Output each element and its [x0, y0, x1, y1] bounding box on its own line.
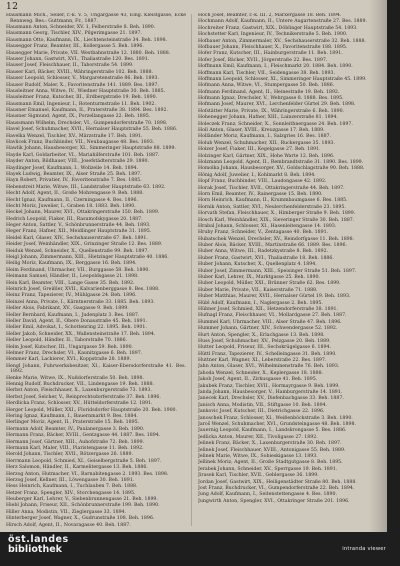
directory-entry: Havlicek Franz, Buchbinder, VII., Neubaugasse 48. Bes. 1893.: [6, 140, 155, 146]
directory-entry: Hein Karl, Beamter, VIII., Lange Gasse 35. Beh. 1892.: [6, 280, 135, 286]
directory-entry: Hausmann Otto, Kaufmann, IX., Liechtensteinstraße 34. Beh. 1898.: [6, 37, 168, 43]
directory-entry: Hochreiter Franz, Gastwirt, XIX., Döblinger Hauptstraße 54. 1893.: [198, 25, 358, 31]
directory-entry: Horn Heinrich, Kaufmann, II., Krummbaumgasse 6. Bes. 1885.: [198, 198, 348, 204]
directory-entry: Hönig Adolf, Juwelier, I., Kohlmarkt 8. Beh. 1894.: [198, 172, 316, 178]
directory-entry: Hrabal Johann, Schlosser, XI., Hasenleitengasse 14. 1893.: [198, 223, 337, 229]
directory-entry: Jakubek Franz, Tischler, XVII., Hormayrgasse 9. Beh. 1899.: [198, 383, 340, 389]
directory-entry: Hochstetter Karl, Ingenieur, IV., Technikerstraße 5. Beh. 1900.: [198, 32, 348, 38]
logo-line-1: öst.landes: [8, 534, 69, 545]
directory-entry: Holl Anton, Glaser, XVIII., Kreuzgasse 17. Beh. 1889.: [198, 128, 325, 134]
directory-entry: Herbst Josef, Selcher, V., Reinprechtsdorferstraße 37. Beh. 1896.: [6, 394, 161, 400]
directory-entry: Heuberger Karl, Lehrer, V., Siebenbrunnengasse 21. Beh. 1899.: [6, 497, 158, 503]
directory-entry: Hauser Rudolf, Maler, X., Favoritenstraße 141. 1889. Bes. 1897.: [6, 82, 159, 88]
directory-entry: Helmer Franz, Drechsler, VI., Kaunitzgasse 6. Beh. 1897.: [6, 350, 143, 356]
directory-entry: Heckel Johann, Maurer, XVI., Ottakringerstraße 150. Beh. 1899.: [6, 210, 160, 216]
directory-entry: Janda Johann, Hausbesorger, V., Hamburgerstraße 14. 1891.: [198, 390, 343, 396]
directory-entry: Hiller Anna, Modistin, VII., Zieglergasse 33. 1894.: [6, 509, 127, 515]
directory-entry: Hofbauer Anton, Zimmermaler, XV., Sechshauserstraße 32. Beh. 1888.: [198, 38, 366, 44]
directory-entry: Hofmann Anna, Witwe, VI., Stumpergasse 50. Beh. 1886.: [198, 83, 335, 89]
directory-entry: Hoffmann Karl, Tischler, VII., Seidengasse 38. Beh. 1893.: [198, 70, 335, 76]
directory-entry: Hofbauer Johann, Fleischhauer, X., Favoritenstraße 188. 1895.: [198, 44, 348, 50]
directory-entry: Hayek Ludwig, Beamter, IX., Alser Straße 25. Beh. 1897.: [6, 171, 142, 177]
directory-entry: Havel Josef, Schuhmacher, XVII., Hernalser Hauptstraße 55. Beh. 1886.: [6, 127, 178, 133]
directory-entry: Jedlicka Anton, Maurer, XII., Tivoligasse 27. 1892.: [198, 434, 318, 440]
directory-entry: Hetzer Franz, Spengler, XIV., Storchengasse 14. 1895.: [6, 490, 136, 496]
directory-entry: Hofmann Ferdinand, Agent, II., Heinestraße 19. Beh. 1892.: [198, 89, 340, 95]
directory-entry: Hayde Karl, Goldarbeiter, VI., Mariahilferstraße 101. Beh. 1887.: [6, 152, 160, 158]
directory-entry: Heger Anton, Sattler, V., Schönbrunnerstraße 44. Beh. 1893.: [6, 223, 151, 229]
directory-entry: Janecek Karl, Drechsler, XV., Diefenbachgasse 33. Beh. 1887.: [198, 396, 344, 402]
directory-entry: Holzmann Leopold, Agent, II., Rembrandtstraße 31. 1890. Bes. 1899.: [198, 159, 364, 165]
directory-entry: Heinzel Anna, Private, I., Kärntnerstraße 33. 1885. Beh. 1893.: [6, 299, 155, 305]
directory-entry: Hausner Emanuel, Kaufmann, II., Praterstraße 38. 1884. Bes. 1892.: [6, 108, 168, 114]
directory-entry: Hausleitner Franz, Kutscher, III., Erdbergstraße 19. Beh. 1890.: [6, 95, 158, 101]
directory-entry: Hüttl Franz, Tapezierer, IV., Schelleingasse 31. Beh. 1890.: [198, 351, 337, 357]
page-number: 12: [6, 2, 19, 12]
directory-entry: Hermann Franz, Bäcker, XVIII., Gentzgasse 44. 1887. Bes. 1894.: [6, 433, 161, 439]
directory-entry: Holzer Josef, Fiaker, III., Kegelgasse 27. Beh. 1891.: [198, 147, 321, 153]
directory-entry: Hecht Moriz, Juwelier, I., Graben 18. 1883. Beh. 1890.: [6, 203, 136, 209]
directory-entry: Huber Marie, Private, VII., Kaiserstraße 71. 1888.: [198, 287, 318, 293]
directory-entry: Huttner Karl, Wagner, XI., Leberstraße 22. Bes. 1897.: [198, 358, 327, 364]
directory-entry: Hauser Karl, Bäcker, XVIII., Währingerstraße 102. Beh. 1888.: [6, 69, 154, 75]
directory-entry: Hutter Leopold, Friseur, III., Sechskrügelgasse 6. 1894.: [198, 345, 331, 351]
directory-entry: Jahn Anton, Glaser, XVI., Wilhelminenstraße 76. Beh. 1893.: [198, 364, 340, 370]
directory-entry: Jung Adolf, Kaufmann, I., Seitenstettengasse 4. Bes. 1890.: [198, 492, 337, 498]
directory-entry: Hoffmann Leopold, Schlosser, XI., Simmeringer Hauptstraße 45. 1899.: [198, 76, 367, 82]
directory-entry: Hecht Ignaz, Kaufmann, II., Czerningasse 4. Bes. 1896.: [6, 197, 138, 203]
directory-entry: Jirasek Karl, Tischler, XVII., Geblergasse 36. 1899.: [198, 473, 319, 479]
right-column: [198, 13, 378, 527]
directory-entry: Hopf Franz, Buchbinder, VIII., Laudongasse 42. 1892.: [198, 179, 327, 185]
directory-entry: Hiebl Johann, Friseur, XII., Schönbrunnerstraße 199. Beh. 1890.: [6, 503, 160, 509]
directory-entry: Heigl Johann, Zimmermann, XIII., Hietzinger Hauptstraße 40. 1886.: [6, 255, 169, 261]
viewer-credit[interactable]: intranda viewer: [342, 546, 386, 552]
directory-entry: Holzinger Karl, Gärtner, XIX., Hohe Warte 12. Beh. 1896.: [198, 153, 335, 159]
directory-entry: Hawlik Johann, Hausbesorger, XI., Simmeringer Hauptstraße 88. 1899.: [6, 146, 176, 152]
directory-entry: Jellinek Moriz, Agent, II., Große Stadtgutgasse 8. Beh. 1895.: [198, 460, 343, 466]
directory-entry: Hoch Josef, Beamter, r.-k. III. 2, Marxergasse 18. Beh. 1894.: [198, 13, 342, 18]
directory-entry: Hermann Karl, Maler, VIII., Piaristengasse 11. Beh. 1892.: [6, 445, 144, 451]
directory-entry: Janisch Anna, Modistin, VII., Stiftgasse 10. Beh. 1894.: [198, 402, 328, 408]
left-column: [6, 13, 186, 527]
directory-entry: Hummel Karl, Uhrmacher, VIII., Alser Straße 47. Beh. 1896.: [198, 319, 342, 325]
library-logo[interactable]: [8, 535, 69, 554]
directory-entry: Hengl Johann, Fuhrwerksbesitzer, XI., Kaiser-Ebersdorferstraße 41. Bes. 1892.: [6, 363, 186, 375]
directory-entry: Hubatschek Wenzel, Drechsler, XV., Reindorfgasse 11. Beh. 1898.: [198, 236, 355, 242]
directory-entry: Hermann Josef, Gärtner, XIII., Auhofstraße 72. Beh. 1899.: [6, 439, 145, 445]
directory-entry: Hausleitner Anna, Witwe, IV., Wiedner Hauptstraße 30. Beh. 1885.: [6, 88, 166, 94]
directory-entry: Huber Franz, Gastwirt, XVI., Thaliastraße 18. Beh. 1886.: [198, 255, 334, 261]
directory-entry: Heinrich Josef, Greißler, XVII., Kalvarienberggasse 8. Bes. 1888.: [6, 287, 160, 292]
directory-entry: Hinterberger Josef, Wagner, X., Gudrunstraße 108. Beh. 1896.: [6, 516, 155, 522]
directory-entry: Holeczek Franz, Schneider, X., Sonnleithnergasse 24. Beh. 1897.: [198, 121, 353, 127]
directory-entry: Hoffmann Emil, Kaufmann, I., Fleischmarkt 20. 1884. Beh. 1890.: [198, 64, 353, 70]
directory-entry: Heilig Moriz, Kaufmann, IX., Berggasse 16. Beh. 1894.: [6, 261, 137, 267]
directory-entry: Herold Johann, Tischler, XVII., Rötzergasse 26. 1889.: [6, 452, 133, 458]
directory-entry: Herz Salomon, Händler, II., Karmelitergasse 13. Beh. 1886.: [6, 465, 148, 471]
directory-entry: Herzog Josef, Kellner, III., Löwengasse 30. Beh. 1891.: [6, 477, 135, 483]
directory-entry: Jankovic Josef, Kutscher, III., Dietrichgasse 22. 1896.: [198, 409, 325, 415]
directory-entry: Heiduk Wenzel, Schneider, X., Quellenstraße 99. Beh. 1897.: [6, 248, 149, 254]
directory-entry: Heger Franz, Hafner, XII., Meidlinger Hauptstraße 31. 1895.: [6, 229, 152, 235]
directory-entry: Hering Ignaz, Kaufmann, I., Bauernmarkt 9. Bes. 1884.: [6, 414, 138, 420]
directory-entry: Hemmer Karl, Lackierer, XVI., Koppstraße 28. 1889.: [6, 357, 131, 363]
directory-entry: Hausner Sigmund, Agent, IX., Porzellangasse 22. Beh. 1895.: [6, 114, 151, 120]
directory-entry: Heller Emil, Advokat, I., Schottenring 22. 1895. Beh. 1901.: [6, 325, 147, 331]
directory-entry: Hosch Karl, Weinhändler, XIX., Sieveringer Straße 30. Beh. 1887.: [198, 217, 355, 223]
directory-entry: Huber Josef, Zimmermann, XIII., Speisinger Straße 51. Beh. 1897.: [198, 268, 357, 274]
directory-entry: Jakob Josef, Agent, II., Zirkusgasse 41. Beh. 1895.: [198, 377, 318, 383]
directory-entry: Homolka Johann, Hausbesorger, XV., Goldschlagstraße 90. Beh. 1888.: [198, 166, 365, 172]
directory-entry: Helm Josef, Kutscher, III., Ungargasse 59. Beh. 1890.: [6, 344, 134, 350]
directory-entry: Herrmann Leopold, Schmied, XI., Geiselbergstraße 5. Beh. 1897.: [6, 458, 162, 464]
directory-entry: Hauser Johann, Gastwirt, XVI., Thaliastraße 120. Bes. 1891.: [6, 56, 150, 62]
column-divider: [191, 14, 192, 526]
directory-entry: Huber Leopold, Müller, XXI., Brünner Straße 62. Bes. 1899.: [198, 281, 341, 287]
logo-line-2: bibliothek: [8, 543, 62, 555]
directory-entry: Jerabek Johann, Schneider, XV., Sperrgasse 19. Beh. 1891.: [198, 466, 338, 472]
directory-entry: Huss Josef, Schuhmacher, XV., Pelzgasse 20. Beh. 1889.: [198, 338, 331, 344]
directory-entry: Hauser Leopold, Schlosser, V., Margaretenstraße 86. Beh. 1893.: [6, 76, 159, 82]
directory-entry: Jahoda Wenzel, Schneider, X., Keplergasse 18. 1888.: [198, 370, 324, 376]
directory-entry: Heller David, Agent, II., Obere Donaustraße 45. Beh. 1891.: [6, 318, 148, 324]
directory-entry: Hufnagl Franz, Fleischhauer, VI., Mollardgasse 27. Beh. 1887.: [198, 313, 347, 319]
directory-entry: Hebenstreit Marie, Witwe, III., Landstraßer Hauptstraße 63. 1892.: [6, 184, 166, 190]
directory-entry: Hausegger Franz, Beamter, III., Kollergasse 5. Beh. 1896.: [6, 44, 144, 50]
directory-entry: Horak Josef, Tischler, XVII., Ottakringerstraße 44. Beh. 1897.: [198, 185, 345, 191]
directory-entry: Hauser Josef, Fleischhauer, II., Taborstraße 54. 1899.: [6, 63, 134, 69]
directory-entry: Hausmann Mich., Seiler, r.-k. V. 5, Ungargasse 43, Eing. Kleistgasse, Ecke Rennweg. Bes.: Guttmann, Fr., 1887.: [6, 13, 186, 24]
directory-entry: Hruby Franz, Schneider, V., Zentagasse 40. Beh. 1891.: [198, 230, 329, 236]
directory-entry: Herlinger Moriz, Agent, II., Praterstraße 15. Beh. 1895.: [6, 420, 140, 426]
directory-entry: Jauernig Leopold, Kaufmann, I., Landskrongasse 5. Bes. 1886.: [198, 428, 347, 434]
directory-entry: Herdlicka Franz, Schlosser, XV., Hütteldorferstraße 12. 1891.: [6, 401, 153, 407]
directory-entry: Hurt Anton, Spengler, X., Erlachgasse 13. Beh. 1898.: [198, 332, 325, 338]
directory-entry: Horvath Stefan, Fleischhauer, X., Himberger Straße 9. Beh. 1899.: [198, 211, 356, 217]
directory-entry: Hennig Rudolf, Buchdrucker, VII., Lindengasse 19. Beh. 1888.: [6, 382, 155, 388]
directory-entry: Hofmann Josef, Maurer, XVI., Lerchenfelder Gürtel 29. Beh. 1898.: [198, 102, 356, 108]
directory-entry: Huber Matthias, Maurer, XVII., Hernalser Gürtel 19. Beh. 1893.: [198, 294, 351, 300]
directory-entry: Heller Jakob, Schneider, XX., Wallensteinstraße 17. Beh. 1894.: [6, 331, 156, 337]
directory-entry: Hofer Franz, Kutscher, III., Hainburgerstraße 11. Beh. 1891.: [198, 51, 343, 57]
directory-entry: Hausmann Georg, Tischler, XIV., Pilgerimgasse 21. 1897.: [6, 31, 142, 37]
directory-entry: Hausmann Anton, Schneider, XV. 1, Felberstraße 8. Beh. 1890.: [6, 24, 156, 30]
directory-entry: Hofmann Ignaz, Drechsler, V., Wehrgasse 8. 1888. Bes. 1895.: [198, 96, 344, 102]
directory-entry: Heller Bernhard, Kaufmann, I., Judenplatz 3. Bes. 1887.: [6, 312, 140, 318]
directory-entry: Heller Leopold, Händler, II., Taborstraße 70. 1886.: [6, 338, 128, 344]
directory-entry: Hirsch Adolf, Agent, II., Novaragasse 40. Beh. 1887.: [6, 522, 131, 527]
directory-entry: Holub Wenzel, Schuhmacher, XII., Ruckergasse 35. 1893.: [198, 140, 335, 146]
directory-entry: Jelinek Josef, Fleischhauer, XVIII., Antonigasse 55. Beh. 1889.: [198, 447, 346, 453]
directory-entry: Horn Emil, Beamter, IV., Rainergasse 15. Beh. 1890.: [198, 191, 323, 197]
directory-entry: Herzog Anton, Hutmacher, VI., Barnabitengasse 2. 1893. Bes. 1898.: [6, 471, 169, 477]
directory-entry: Heller Alois, Fabrikant, XV., Gasgasse 9. Beh. 1899.: [6, 306, 129, 312]
directory-entry: Hayn Robert, Privatier, IV., Favoritenstraße 7. Bes. 1885.: [6, 178, 142, 184]
directory-entry: Heim Ferdinand, Uhrmacher, VII., Burggasse 58. Beh. 1890.: [6, 267, 150, 273]
directory-entry: Haydinger Josef, Kaufmann, I., Wollzeile 14. Beh. 1894.: [6, 165, 139, 171]
directory-entry: Jelinek Franz, Bäcker, X., Laxenburgerstraße 30. Beh. 1897.: [198, 441, 342, 447]
directory-entry: Herger Leopold, Müller, XXI., Floridsdorfer Hauptstraße 20. Beh. 1900.: [6, 407, 178, 413]
directory-entry: Holländer Moriz, Kaufmann, I., Salzgries 16. Bes. 1887.: [198, 134, 332, 140]
directory-entry: Hofer Josef, Bäcker, XVII., Jörgerstraße 22. Bes. 1897.: [198, 57, 328, 63]
directory-entry: Herbst Anton, Fleischhauer, X., Laxenburgerstraße 73. 1893.: [6, 388, 152, 394]
directory-entry: Hübl Adolf, Kaufmann, I., Naglergasse 2. Beh. 1895.: [198, 300, 323, 306]
directory-entry: Jungwirth Anton, Spengler, XVI., Ottakringer Straße 201. 1896.: [198, 498, 350, 504]
directory-entry: Janoschek Franz, Schlosser, XI., Weißenböckstraße 3. Beh. 1890.: [198, 415, 353, 421]
directory-entry: Jelinek Marie, Witwe, IX., Sobieskigasse 13. 1893.: [198, 453, 318, 459]
directory-entry: Hausegger Marie, Private, VII. Westbahnstraße 12. 1880. Beh. 1888.: [6, 50, 171, 56]
directory-entry: Jost Franz, Buchdrucker, VI., Gumpendorferstraße 22. Beh. 1894.: [198, 485, 355, 491]
directory-entry: Huber Johann, Kutscher, X., Quellenplatz 4. 1894.: [198, 262, 317, 268]
directory-entry: Hess Heinrich, Kaufmann, I., Tuchlauben 7. Beh. 1888.: [6, 484, 138, 490]
directory-entry: Hohenegger Johann, Hafner, XIII., Lainzerstraße 81. 1894.: [198, 115, 339, 121]
directory-entry: Huber Anna, Witwe, III., Radetzkystraße 8. Beh. 1892.: [198, 249, 329, 255]
directory-entry: Heidel Karl, Glaser, XIV., Sechshauserstraße 67. Beh. 1891.: [6, 235, 148, 241]
directory-entry: Heider Josef, Weinhändler, XIX., Grinzinger Straße 12. Bes. 1889.: [6, 242, 163, 248]
directory-entry: Hecht Adolf, Agent, II., Große Mohrengasse 9. Beh. 1888.: [6, 191, 144, 197]
directory-entry: Heimann Samuel, Händler, II., Leopoldsgasse 21. 1898.: [6, 274, 139, 280]
directory-entry: Hedrich Leopold, Fiaker, III., Rasumofskygasse 20. 1887.: [6, 216, 143, 222]
directory-entry: Jordan Josef, Gastwirt, XIX., Heiligenstädter Straße 80. Beh. 1888.: [198, 479, 357, 485]
directory-entry: Havelka Wenzel, Tischler, XV., Märzstraße 17. Beh. 1891.: [6, 133, 143, 139]
directory-entry: Hausmann Emil, Ingenieur, I., Rotenturmstraße 11. Beh. 1902.: [6, 101, 156, 107]
directory-entry: Hübner Josef, Schmied, XII., Hetzendorferstraße 38. 1891.: [198, 306, 339, 312]
directory-entry: Heinz Franz, Tapezierer, IV., Mühlgasse 24. Beh. 1896.: [6, 293, 137, 299]
directory-entry: Jaroš Wenzel, Schuhmacher, XVI., Grundsteingasse 48. Beh. 1898.: [198, 422, 356, 427]
directory-entry: Hermann Adolf, Beamter, IV., Paulanergasse 3. Beh. 1890.: [6, 426, 145, 432]
directory-entry: Hayder Anton, Bildhauer, VIII., Josefstädterstraße 29. 1890.: [6, 159, 149, 165]
directory-entry: Hornik Anton, Sattler, XVI., Neulerchenfelderstraße 23. 1895.: [198, 204, 346, 210]
directory-entry: Haussmann Wilhelm, Drechsler, VI., Gumpendorferstraße 70. 1898.: [6, 120, 168, 126]
directory-entry: Hummer Johann, Gärtner, XIV., Schwendergasse 52. 1892.: [198, 326, 338, 332]
directory-entry: Huber Karl, Lehrer, IX., Marktgasse 25. Beh. 1890.: [198, 275, 320, 281]
directory-entry: Henke Marie, Witwe, IX., Nußdorferstraße 50. Beh. 1898.: [6, 375, 144, 381]
directory-entry: Hofstätter Marie, Private, IX., Währingerstraße 6. Beh. 1890.: [198, 108, 345, 114]
directory-entry: Hochmann Adolf, Kaufmann, II., Untere Augartenstraße 27. Bes. 1889.: [198, 19, 367, 25]
directory-entry: Huber Alois, Bäcker, XVIII., Martinstraße 66. 1889. Bes. 1896.: [198, 243, 347, 249]
